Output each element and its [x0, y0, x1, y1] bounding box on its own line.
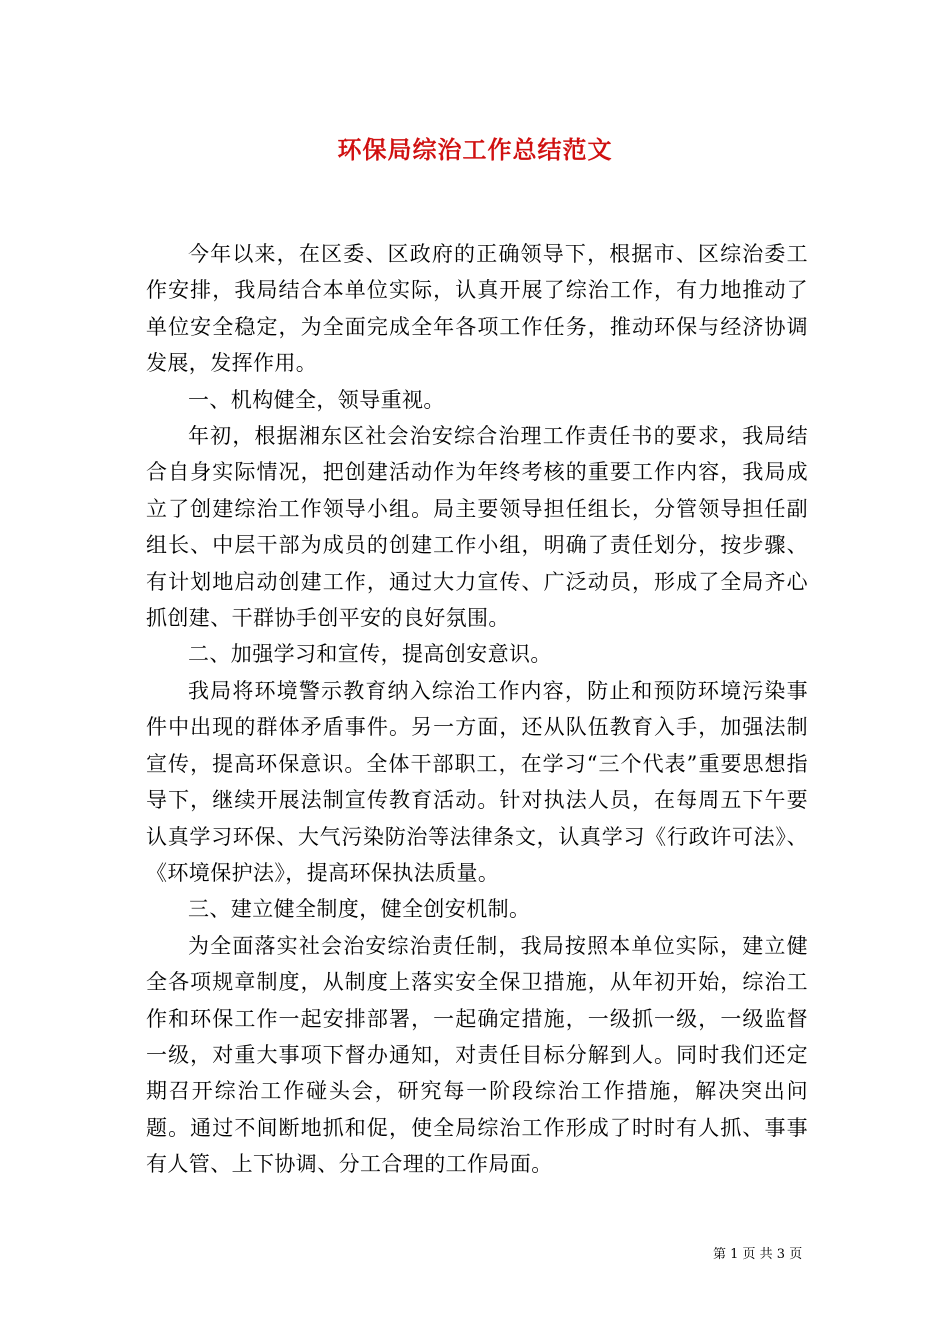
document-body: [146, 236, 808, 1183]
document-title: 环保局综治工作总结范文: [337, 136, 613, 164]
section-1-paragraph: 年初，根据湘东区社会治安综合治理工作责任书的要求，我局结合自身实际情况，把创建活动作为年终考核的重要工作内容，我局成立了创建综治工作领导小组。局主要领导担任组长，分管领导担任副组长、中层干部为成员的创建工作小组，明确了责任划分，按步骤、有计划地启动创建工作，通过大力宣传、广泛动员，形成了全局齐心抓创建、干群协手创平安的良好氛围。: [146, 424, 808, 631]
section-heading-3: 三、建立健全制度，健全创安机制。: [188, 897, 531, 922]
intro-paragraph: 今年以来，在区委、区政府的正确领导下，根据市、区综治委工作安排，我局结合本单位实际，认真开展了综治工作，有力地推动了单位安全稳定，为全面完成全年各项工作任务，推动环保与经济协调发展，发挥作用。: [146, 242, 808, 376]
section-3-paragraph: 为全面落实社会治安综治责任制，我局按照本单位实际，建立健全各项规章制度，从制度上落实安全保卫措施，从年初开始，综治工作和环保工作一起安排部署，一起确定措施，一级抓一级，一级监督一级，对重大事项下督办通知，对责任目标分解到人。同时我们还定期召开综治工作碰头会，研究每一阶段综治工作措施，解决突出问题。通过不间断地抓和促，使全局综治工作形成了时时有人抓、事事有人管、上下协调、分工合理的工作局面。: [146, 933, 808, 1177]
page-number-footer: 第 1 页 共 3 页: [713, 1247, 803, 1262]
section-heading-1: 一、机构健全，领导重视。: [188, 387, 445, 412]
section-2-paragraph: 我局将环境警示教育纳入综治工作内容，防止和预防环境污染事件中出现的群体矛盾事件。另一方面，还从队伍教育入手，加强法制宣传，提高环保意识。全体干部职工，在学习“三个代表”重要思想指导下，继续开展法制宣传教育活动。针对执法人员，在每周五下午要认真学习环保、大气污染防治等法律条文，认真学习《行政许可法》、《环境保护法》，提高环保执法质量。: [146, 678, 808, 885]
section-heading-2: 二、加强学习和宣传，提高创安意识。: [188, 642, 552, 667]
